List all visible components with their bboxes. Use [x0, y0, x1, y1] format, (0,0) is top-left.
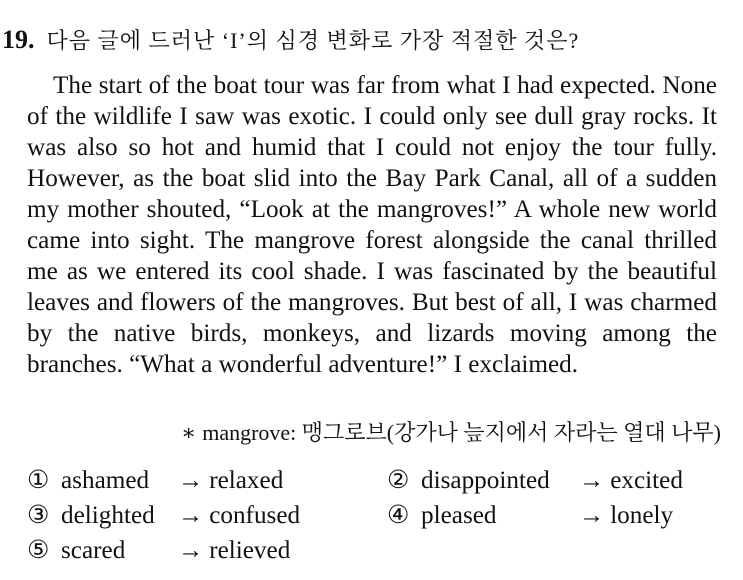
choice-to: lonely — [610, 502, 674, 529]
question-number: 19. — [2, 25, 35, 54]
choice-from: ashamed — [61, 467, 150, 494]
footnote-mark: ∗ — [181, 420, 197, 445]
choice-5[interactable] — [27, 533, 290, 568]
choice-number: ① — [27, 467, 50, 494]
footnote-text: mangrove: 맹그로브(강가나 늪지에서 자라는 열대 나무) — [202, 420, 721, 445]
choice-2[interactable] — [387, 463, 683, 498]
choice-to: confused — [209, 502, 301, 529]
choice-row — [27, 498, 717, 533]
choice-row — [27, 463, 717, 498]
arrow-icon: → — [178, 537, 204, 564]
footnote — [181, 418, 721, 448]
arrow-icon: → — [579, 467, 605, 494]
arrow-icon: → — [579, 502, 605, 529]
choice-number: ③ — [27, 502, 50, 529]
choice-1[interactable] — [27, 463, 283, 498]
choice-row — [27, 533, 717, 568]
choice-number: ② — [387, 467, 410, 494]
choice-from: pleased — [421, 502, 497, 529]
choice-to: excited — [610, 467, 683, 494]
choice-to: relaxed — [209, 467, 284, 494]
choice-3[interactable] — [27, 498, 300, 533]
arrow-icon: → — [178, 502, 204, 529]
question-prompt: 다음 글에 드러난 ‘I’의 심경 변화로 가장 적절한 것은? — [46, 28, 580, 53]
answer-choices — [27, 463, 717, 568]
choice-4[interactable] — [387, 498, 673, 533]
choice-from: scared — [61, 537, 126, 564]
choice-to: relieved — [209, 537, 291, 564]
arrow-icon: → — [178, 467, 204, 494]
passage-text: The start of the boat tour was far from what I had expected. None of the wildlife I saw was exotic. I could only see dull gray rocks. It was also so hot and humid that I could not enjoy the tour fully. However, as the boat slid into the Bay Park Canal, all of a sudden my mother shouted, “Look at the mangroves!” A whole new world came into sight. The mangrove forest alongside the canal thrilled me as we entered its cool shade. I was fascinated by the beautiful leaves and flowers of the mangroves. But best of all, I was charmed by the native birds, monkeys, and lizards moving among the branches. “What a wonderful adventure!” I exclaimed. — [27, 72, 717, 378]
question-header — [2, 24, 738, 57]
choice-from: disappointed — [421, 467, 550, 494]
choice-number: ④ — [387, 502, 410, 529]
choice-from: delighted — [61, 502, 155, 529]
choice-number: ⑤ — [27, 537, 50, 564]
